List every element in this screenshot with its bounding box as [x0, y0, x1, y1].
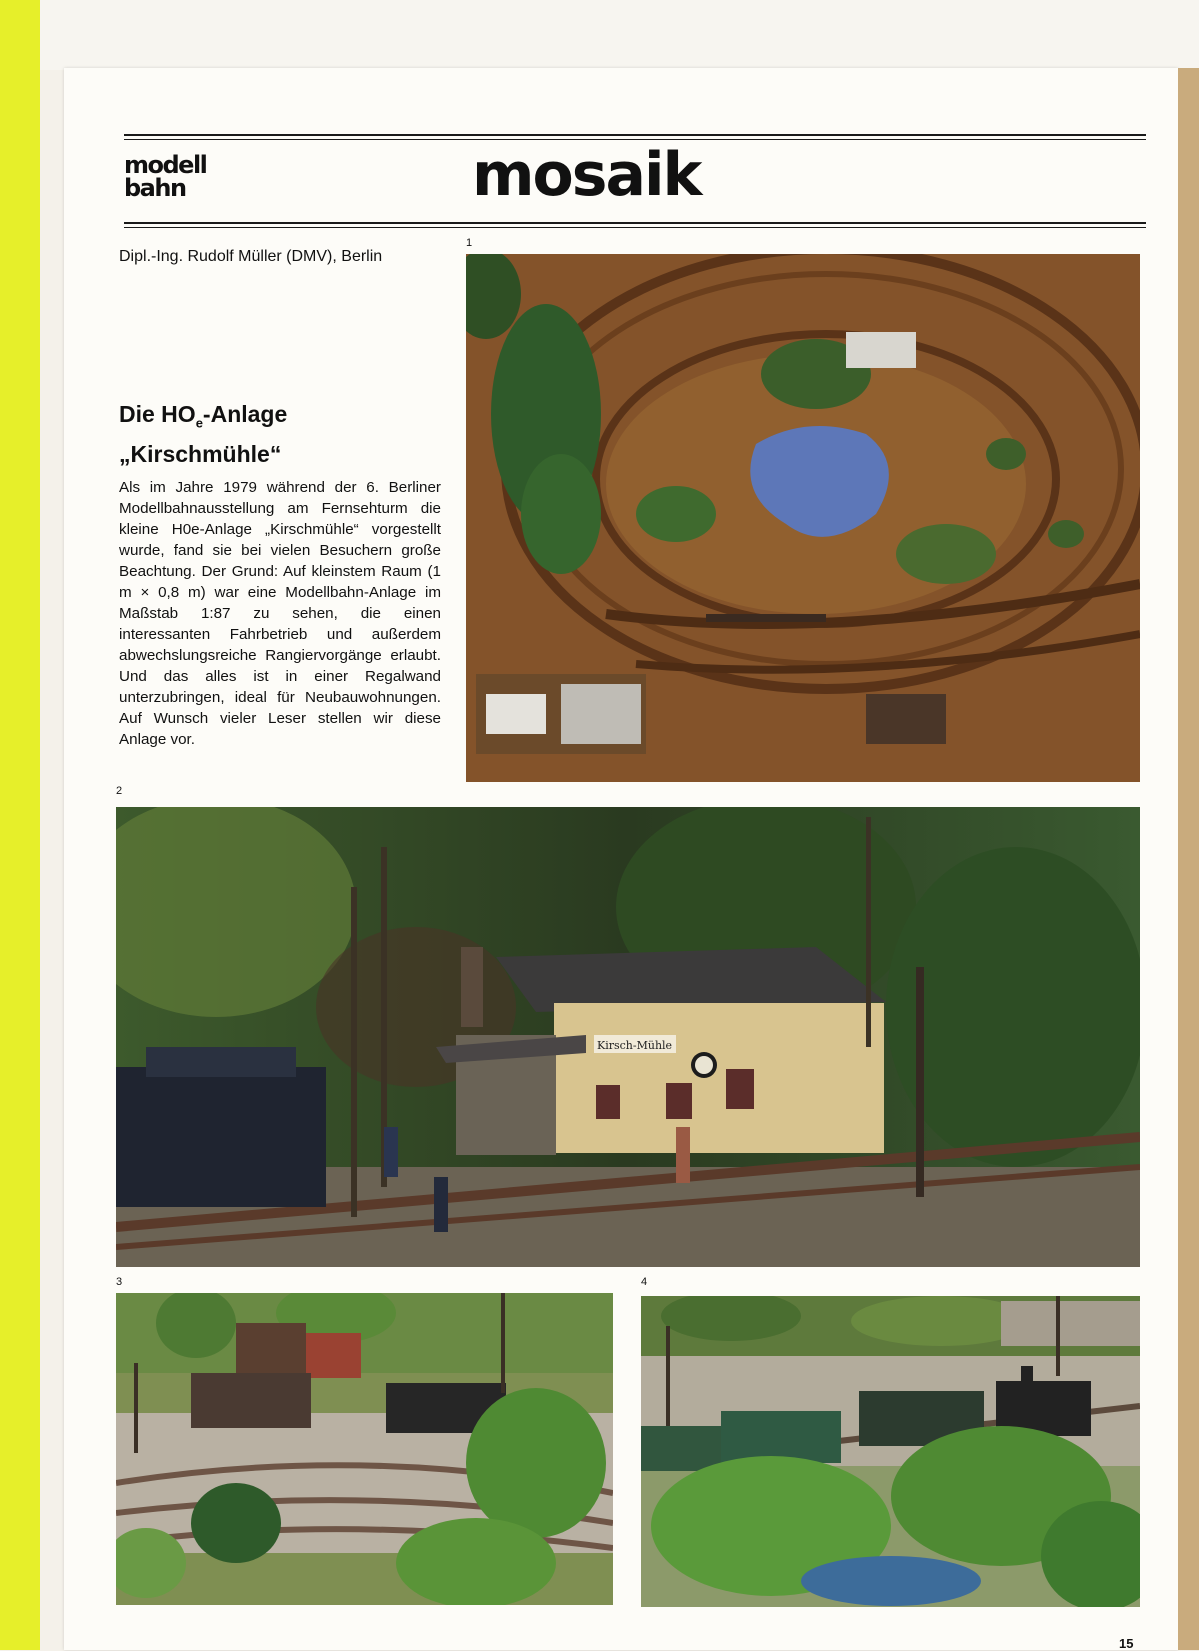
author-line: Dipl.-Ing. Rudolf Müller (DMV), Berlin: [119, 248, 383, 265]
page-edge: [1178, 68, 1199, 1650]
yellow-edge-strip: [0, 0, 40, 1650]
figure-3-number: 3: [116, 1276, 123, 1288]
article-body: Als im Jahre 1979 während der 6. Berliner Modellbahnausstellung am Fernsehturm die kleine H0e-Anlage „Kirschmühle“ vorgestellt wurde, fand sie bei vielen Besuchern große Beachtung. Der Grund: Auf kleinstem Raum (1 m × 0,8 m) war eine Modellbahn-Anlage im Maßstab 1:87 zu sehen, die einen interessanten Fahrbetrieb und außerdem abwechslungsreiche Rangiervorgänge erlaubt. Und das alles ist in einer Regalwand unterzubringen, ideal für Neubauwohnungen. Auf Wunsch vieler Leser stellen wir diese Anlage vor.: [119, 479, 441, 748]
magazine-logo: [124, 151, 244, 202]
headline-suffix: -Anlage: [202, 401, 288, 427]
headline-line2: „Kirschmühle“: [119, 440, 282, 467]
station-sign-text: Kirsch-Mühle: [597, 1039, 673, 1052]
article-headline: [119, 399, 439, 469]
figure-1-photo-layout-overview: [466, 254, 1140, 782]
figure-4-photo-train: [641, 1296, 1140, 1607]
scan-background: [40, 0, 1199, 70]
logo-line2: bahn: [124, 174, 186, 202]
header-rule-bottom: [124, 222, 1146, 224]
figure-3-photo-station-yard: [116, 1293, 613, 1605]
figure-4-number: 4: [641, 1276, 648, 1288]
headline-subscript: e: [195, 415, 203, 431]
figure-1-number: 1: [466, 237, 473, 249]
figure-2-photo-station: [116, 807, 1140, 1267]
section-title: mosaik: [472, 140, 701, 210]
headline-prefix: Die HO: [119, 401, 196, 427]
header-rule-bottom-thin: [124, 227, 1146, 228]
page-number: 15: [1119, 1636, 1134, 1651]
logo-line1: modell: [124, 151, 207, 179]
figure-2-number: 2: [116, 785, 123, 797]
header-rule-top: [124, 134, 1146, 136]
